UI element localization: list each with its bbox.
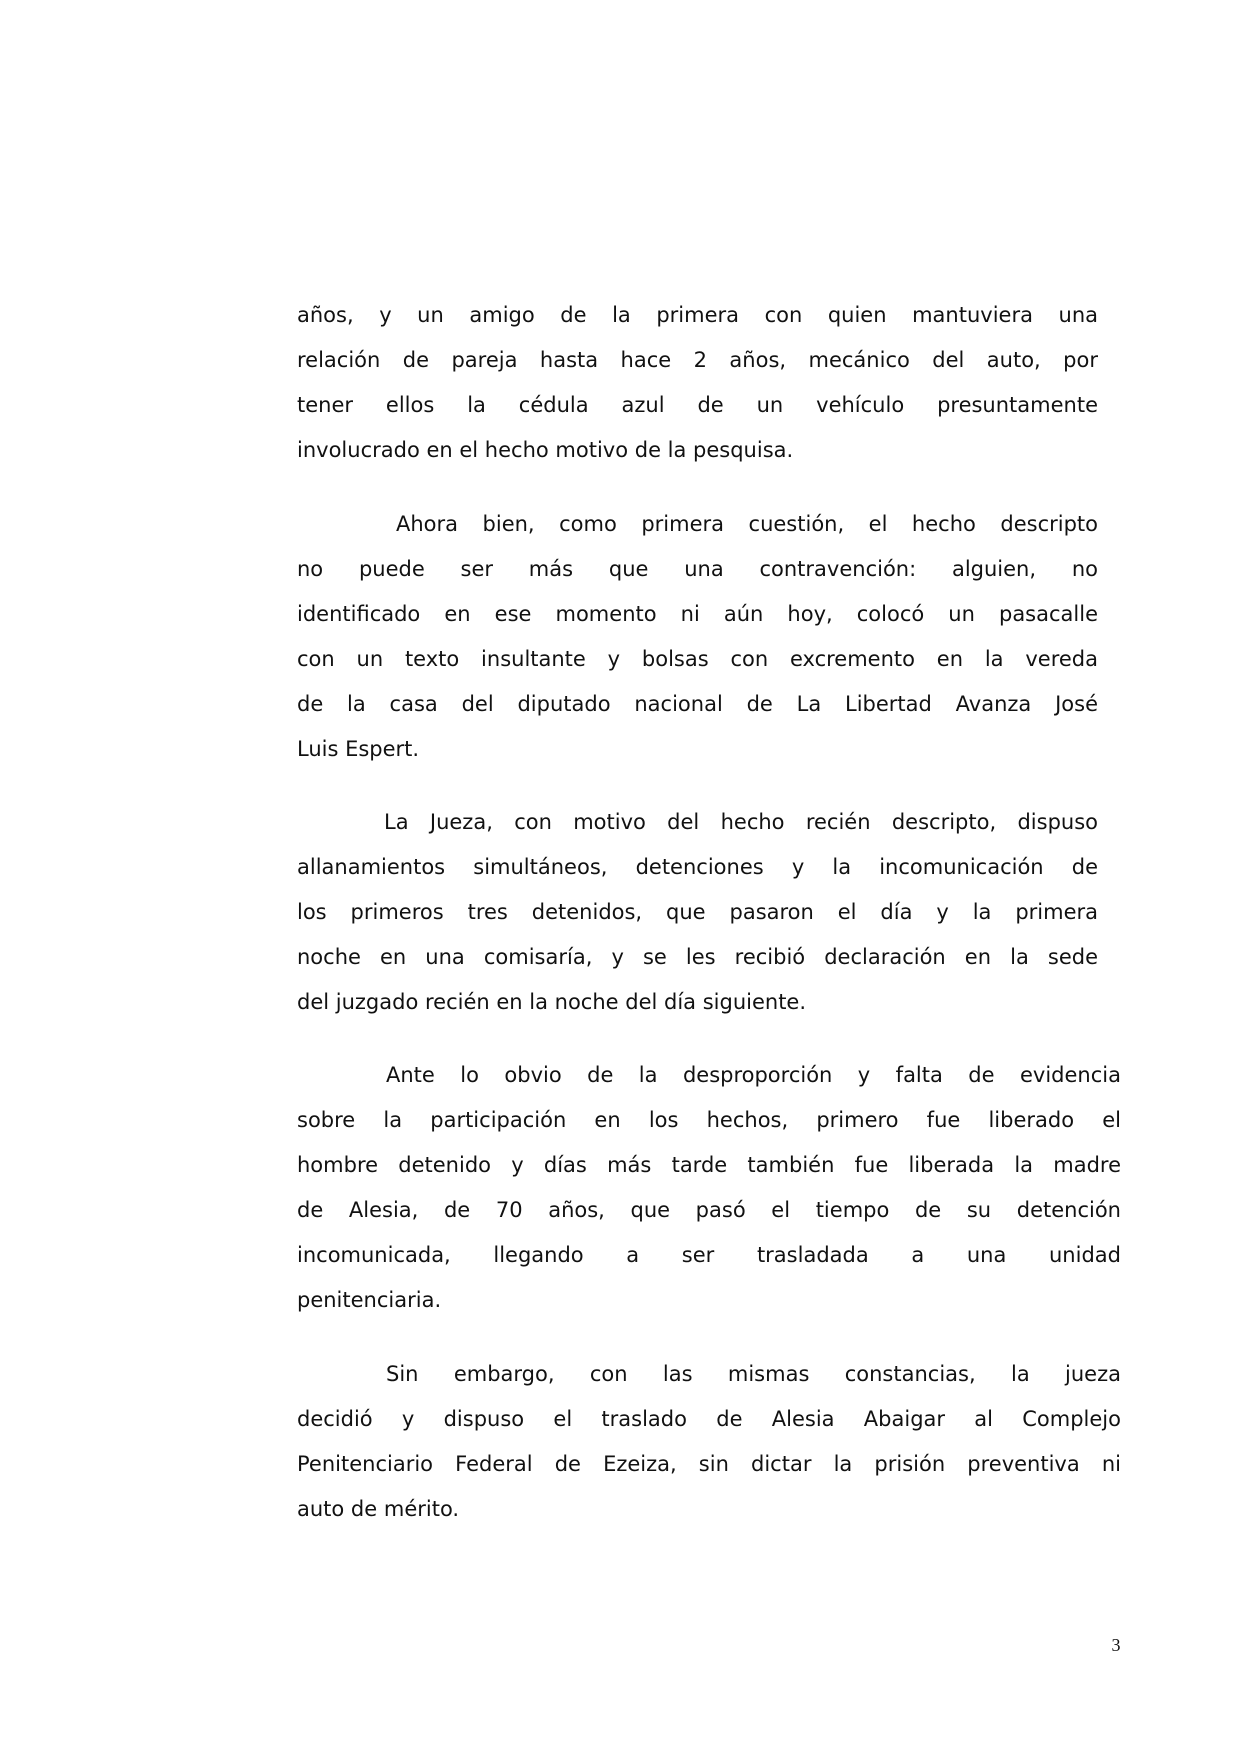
text-line: con un texto insultante y bolsas con excremento en la vereda xyxy=(297,647,1098,671)
paragraph-3 xyxy=(297,800,1098,1025)
text-line: los primeros tres detenidos, que pasaron el día y la primera xyxy=(297,900,1098,924)
text-line: auto de mérito. xyxy=(297,1497,460,1521)
text-line: sobre la participación en los hechos, primero fue liberado el xyxy=(297,1108,1121,1132)
text-line: tener ellos la cédula azul de un vehículo presuntamente xyxy=(297,393,1098,417)
text-line: Ante lo obvio de la desproporción y falta de evidencia xyxy=(386,1063,1121,1087)
page-number: 3 xyxy=(1111,1635,1121,1655)
text-line: allanamientos simultáneos, detenciones y la incomunicación de xyxy=(297,855,1098,879)
paragraph-5 xyxy=(297,1352,1121,1532)
text-line: decidió y dispuso el traslado de Alesia Abaigar al Complejo xyxy=(297,1407,1121,1431)
text-line: relación de pareja hasta hace 2 años, mecánico del auto, por xyxy=(297,348,1098,372)
text-line: de Alesia, de 70 años, que pasó el tiempo de su detención xyxy=(297,1198,1121,1222)
text-line: hombre detenido y días más tarde también fue liberada la madre xyxy=(297,1153,1121,1177)
text-line: identificado en ese momento ni aún hoy, colocó un pasacalle xyxy=(297,602,1098,626)
text-line: noche en una comisaría, y se les recibió declaración en la sede xyxy=(297,945,1098,969)
text-line: penitenciaria. xyxy=(297,1288,442,1312)
text-line: Sin embargo, con las mismas constancias, la jueza xyxy=(386,1362,1121,1386)
paragraph-2 xyxy=(297,502,1098,772)
text-line: involucrado en el hecho motivo de la pesquisa. xyxy=(297,438,794,462)
text-line: de la casa del diputado nacional de La Libertad Avanza José xyxy=(297,692,1098,716)
text-line: no puede ser más que una contravención: alguien, no xyxy=(297,557,1098,581)
text-line: años, y un amigo de la primera con quien mantuviera una xyxy=(297,303,1098,327)
text-line: Luis Espert. xyxy=(297,737,420,761)
paragraph-4 xyxy=(297,1053,1121,1323)
paragraph-1 xyxy=(297,293,1098,473)
text-line: incomunicada, llegando a ser trasladada a una unidad xyxy=(297,1243,1121,1267)
text-line: La Jueza, con motivo del hecho recién descripto, dispuso xyxy=(384,810,1098,834)
text-line: Ahora bien, como primera cuestión, el hecho descripto xyxy=(396,512,1098,536)
text-line: Penitenciario Federal de Ezeiza, sin dictar la prisión preventiva ni xyxy=(297,1452,1121,1476)
text-line: del juzgado recién en la noche del día siguiente. xyxy=(297,990,807,1014)
